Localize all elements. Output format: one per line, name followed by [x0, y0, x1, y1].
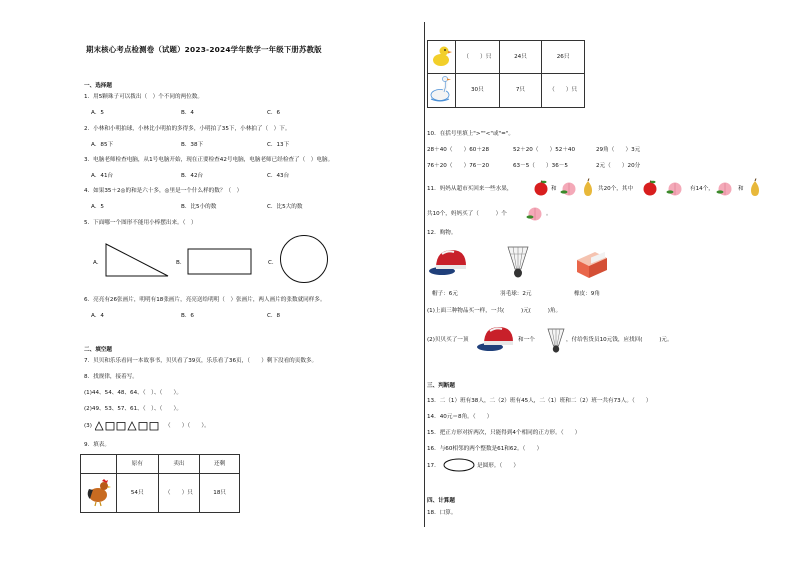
q2-option-b: B．38下	[181, 142, 204, 148]
q12-sub2-b: 和一个	[518, 337, 535, 343]
q7-stem: 7．贝贝和乐乐看同一本故事书，贝贝看了39页，乐乐看了36页，（ ）剩下没看的页数多。	[84, 358, 318, 364]
q10-r1-a: 28＋40（ ）60＋28	[427, 147, 490, 153]
q9-stem: 9．填表。	[84, 442, 110, 448]
eraser-price: 橡皮：9角	[574, 291, 600, 297]
shuttlecock-icon	[546, 327, 566, 355]
circle-shape	[279, 234, 329, 284]
table9-header-sold: 卖出	[158, 455, 200, 474]
table9	[80, 454, 240, 513]
table9-header-left: 还剩	[200, 455, 240, 474]
q17-label: 17．	[427, 463, 440, 469]
apple-icon	[642, 180, 658, 196]
peach-icon	[716, 180, 734, 196]
q10-r1-b: 52＋20（ ）52＋40	[513, 147, 576, 153]
q6-stem: 6．亮亮有26张画片，明明有18张画片，亮亮送给明明（ ）张画片，两人画片的张数就同样多。	[84, 297, 326, 303]
q4-option-a: A．5	[91, 204, 104, 210]
q10-r1-c: 29角（ ）3元	[596, 147, 641, 153]
column-divider	[424, 22, 425, 527]
table9-left-value: 18只	[200, 474, 240, 513]
eraser-icon	[575, 248, 609, 280]
q6-option-c: C．8	[267, 313, 281, 319]
q1-option-a: A．5	[91, 110, 104, 116]
q12-sub2-a: (2)贝贝买了一顶	[427, 337, 469, 343]
q14-stem: 14．40元＝8角。（ ）	[427, 414, 493, 420]
apple-icon	[533, 180, 549, 196]
q5-option-c: C．	[268, 260, 278, 266]
right-table-r1c2: 24只	[499, 41, 542, 74]
rectangle-shape	[187, 248, 253, 276]
q10-r2-c: 2元（ ）20分	[596, 163, 641, 169]
ellipse-shape	[443, 458, 475, 472]
shuttlecock-price: 羽毛球：2元	[500, 291, 532, 297]
q2-stem: 2．小林和小明拍球，小林比小明拍的多得多，小明拍了35下，小林拍了（ ）下。	[84, 126, 291, 132]
q16-stem: 16．与60相邻的两个整数是61和62。（ ）	[427, 446, 543, 452]
right-table-r1c3: 26只	[542, 41, 585, 74]
q3-option-a: A．41台	[91, 173, 114, 179]
shape-pattern	[95, 421, 165, 431]
q11-text-1: 11．妈妈从超市买回来一些水果，	[427, 186, 513, 192]
shuttlecock-icon	[505, 245, 531, 281]
table9-sold-value: （ ）只	[158, 474, 200, 513]
q3-option-c: C．43台	[267, 173, 290, 179]
q8-part2: (2)49、53、57、61、（ ）、（ ）。	[84, 406, 182, 412]
peach-icon	[666, 180, 684, 196]
q3-option-b: B．42台	[181, 173, 204, 179]
q8-part3-blanks: （ ）（ ）。	[165, 423, 210, 429]
q11-text-2: 和	[551, 186, 557, 192]
section3-title: 三、判断题	[427, 383, 455, 389]
q3-stem: 3．电脑老师检查电脑，从1号电脑开始，现在正要检查42号电脑，电脑老师已经检查了（ ）电脑。	[84, 157, 334, 163]
q10-stem: 10．在括号里填上">""<"或"="。	[427, 131, 514, 137]
q10-r2-b: 63－5（ ）36－5	[513, 163, 568, 169]
cap-icon	[476, 324, 518, 354]
q5-option-b: B．	[176, 260, 186, 266]
table9-original-value: 54只	[116, 474, 158, 513]
q6-option-b: B．6	[181, 313, 194, 319]
right-table-r2c1: 30只	[455, 74, 499, 108]
q1-option-b: B．4	[181, 110, 194, 116]
triangle-shape	[104, 242, 170, 278]
q11-text-7: 。	[546, 211, 552, 217]
right-table-r2c3: （ ）只	[542, 74, 585, 108]
q1-option-c: C．6	[267, 110, 281, 116]
q8-part3-label: (3)	[84, 423, 92, 429]
q12-stem: 12．购物。	[427, 230, 457, 236]
section1-title: 一、选择题	[84, 83, 112, 89]
pear-icon	[748, 178, 762, 197]
q5-stem: 5．下面哪一个图形不能用小棒摆出来。（ ）	[84, 220, 197, 226]
q12-sub2-c: ，付给售货员10元钱，应找回( )元。	[566, 337, 673, 343]
q18-stem: 18．口算。	[427, 510, 457, 516]
q8-part1: (1)44、54、48、64、（ ）、（ ）。	[84, 390, 182, 396]
duck-cell	[428, 41, 456, 74]
q4-stem: 4．如果35＋2◎的和是六十多，◎里是一个什么样的数？（ ）	[84, 188, 243, 194]
pear-icon	[581, 178, 595, 197]
right-table-r2c2: 7只	[499, 74, 542, 108]
q2-option-a: A．85下	[91, 142, 114, 148]
q4-option-b: B．比5小的数	[181, 204, 217, 210]
goose-cell	[428, 74, 456, 108]
q1-stem: 1．用5颗珠子可以拨出（ ）个不同的两位数。	[84, 94, 203, 100]
q10-r2-a: 76＋20（ ）76－20	[427, 163, 490, 169]
right-table	[427, 40, 585, 108]
q11-text-4: 有14个，	[690, 186, 714, 192]
q4-option-c: C．比5大的数	[267, 204, 303, 210]
q17-stem: 是圆形。（ ）	[477, 463, 519, 469]
q15-stem: 15．把正方形对折两次，只能得到4个相同的正方形。（ ）	[427, 430, 581, 436]
cap-icon	[428, 246, 472, 280]
q8-stem: 8．找规律，接着写。	[84, 374, 138, 380]
q13-stem: 13．二（1）班有38人，二（2）班有45人，二（1）班和二（2）班一共有73人。（ ）	[427, 398, 652, 404]
q11-text-5: 和	[738, 186, 744, 192]
section2-title: 二、填空题	[84, 347, 112, 353]
goose-icon	[429, 75, 453, 103]
page-title: 期末核心考点检测卷（试题）2023-2024学年数学一年级下册苏教版	[86, 45, 322, 54]
peach-icon	[560, 180, 578, 196]
q6-option-a: A．4	[91, 313, 104, 319]
duck-icon	[430, 44, 452, 68]
peach-icon	[526, 205, 544, 221]
section4-title: 四、计算题	[427, 498, 455, 504]
table9-header-blank	[81, 455, 117, 474]
table9-header-original: 原有	[116, 455, 158, 474]
rooster-cell	[81, 474, 117, 513]
q2-option-c: C．13下	[267, 142, 290, 148]
q5-option-a: A．	[93, 260, 103, 266]
right-table-r1c1: （ ）只	[455, 41, 499, 74]
q11-text-3: 共20个，其中	[598, 186, 634, 192]
cap-price: 帽子：6元	[432, 291, 458, 297]
q12-sub1: (1)上面三种物品买一样，一共( )元( )角。	[427, 308, 562, 314]
q11-text-6: 共10个，妈妈买了（ ）个	[427, 211, 507, 217]
rooster-icon	[85, 477, 111, 507]
